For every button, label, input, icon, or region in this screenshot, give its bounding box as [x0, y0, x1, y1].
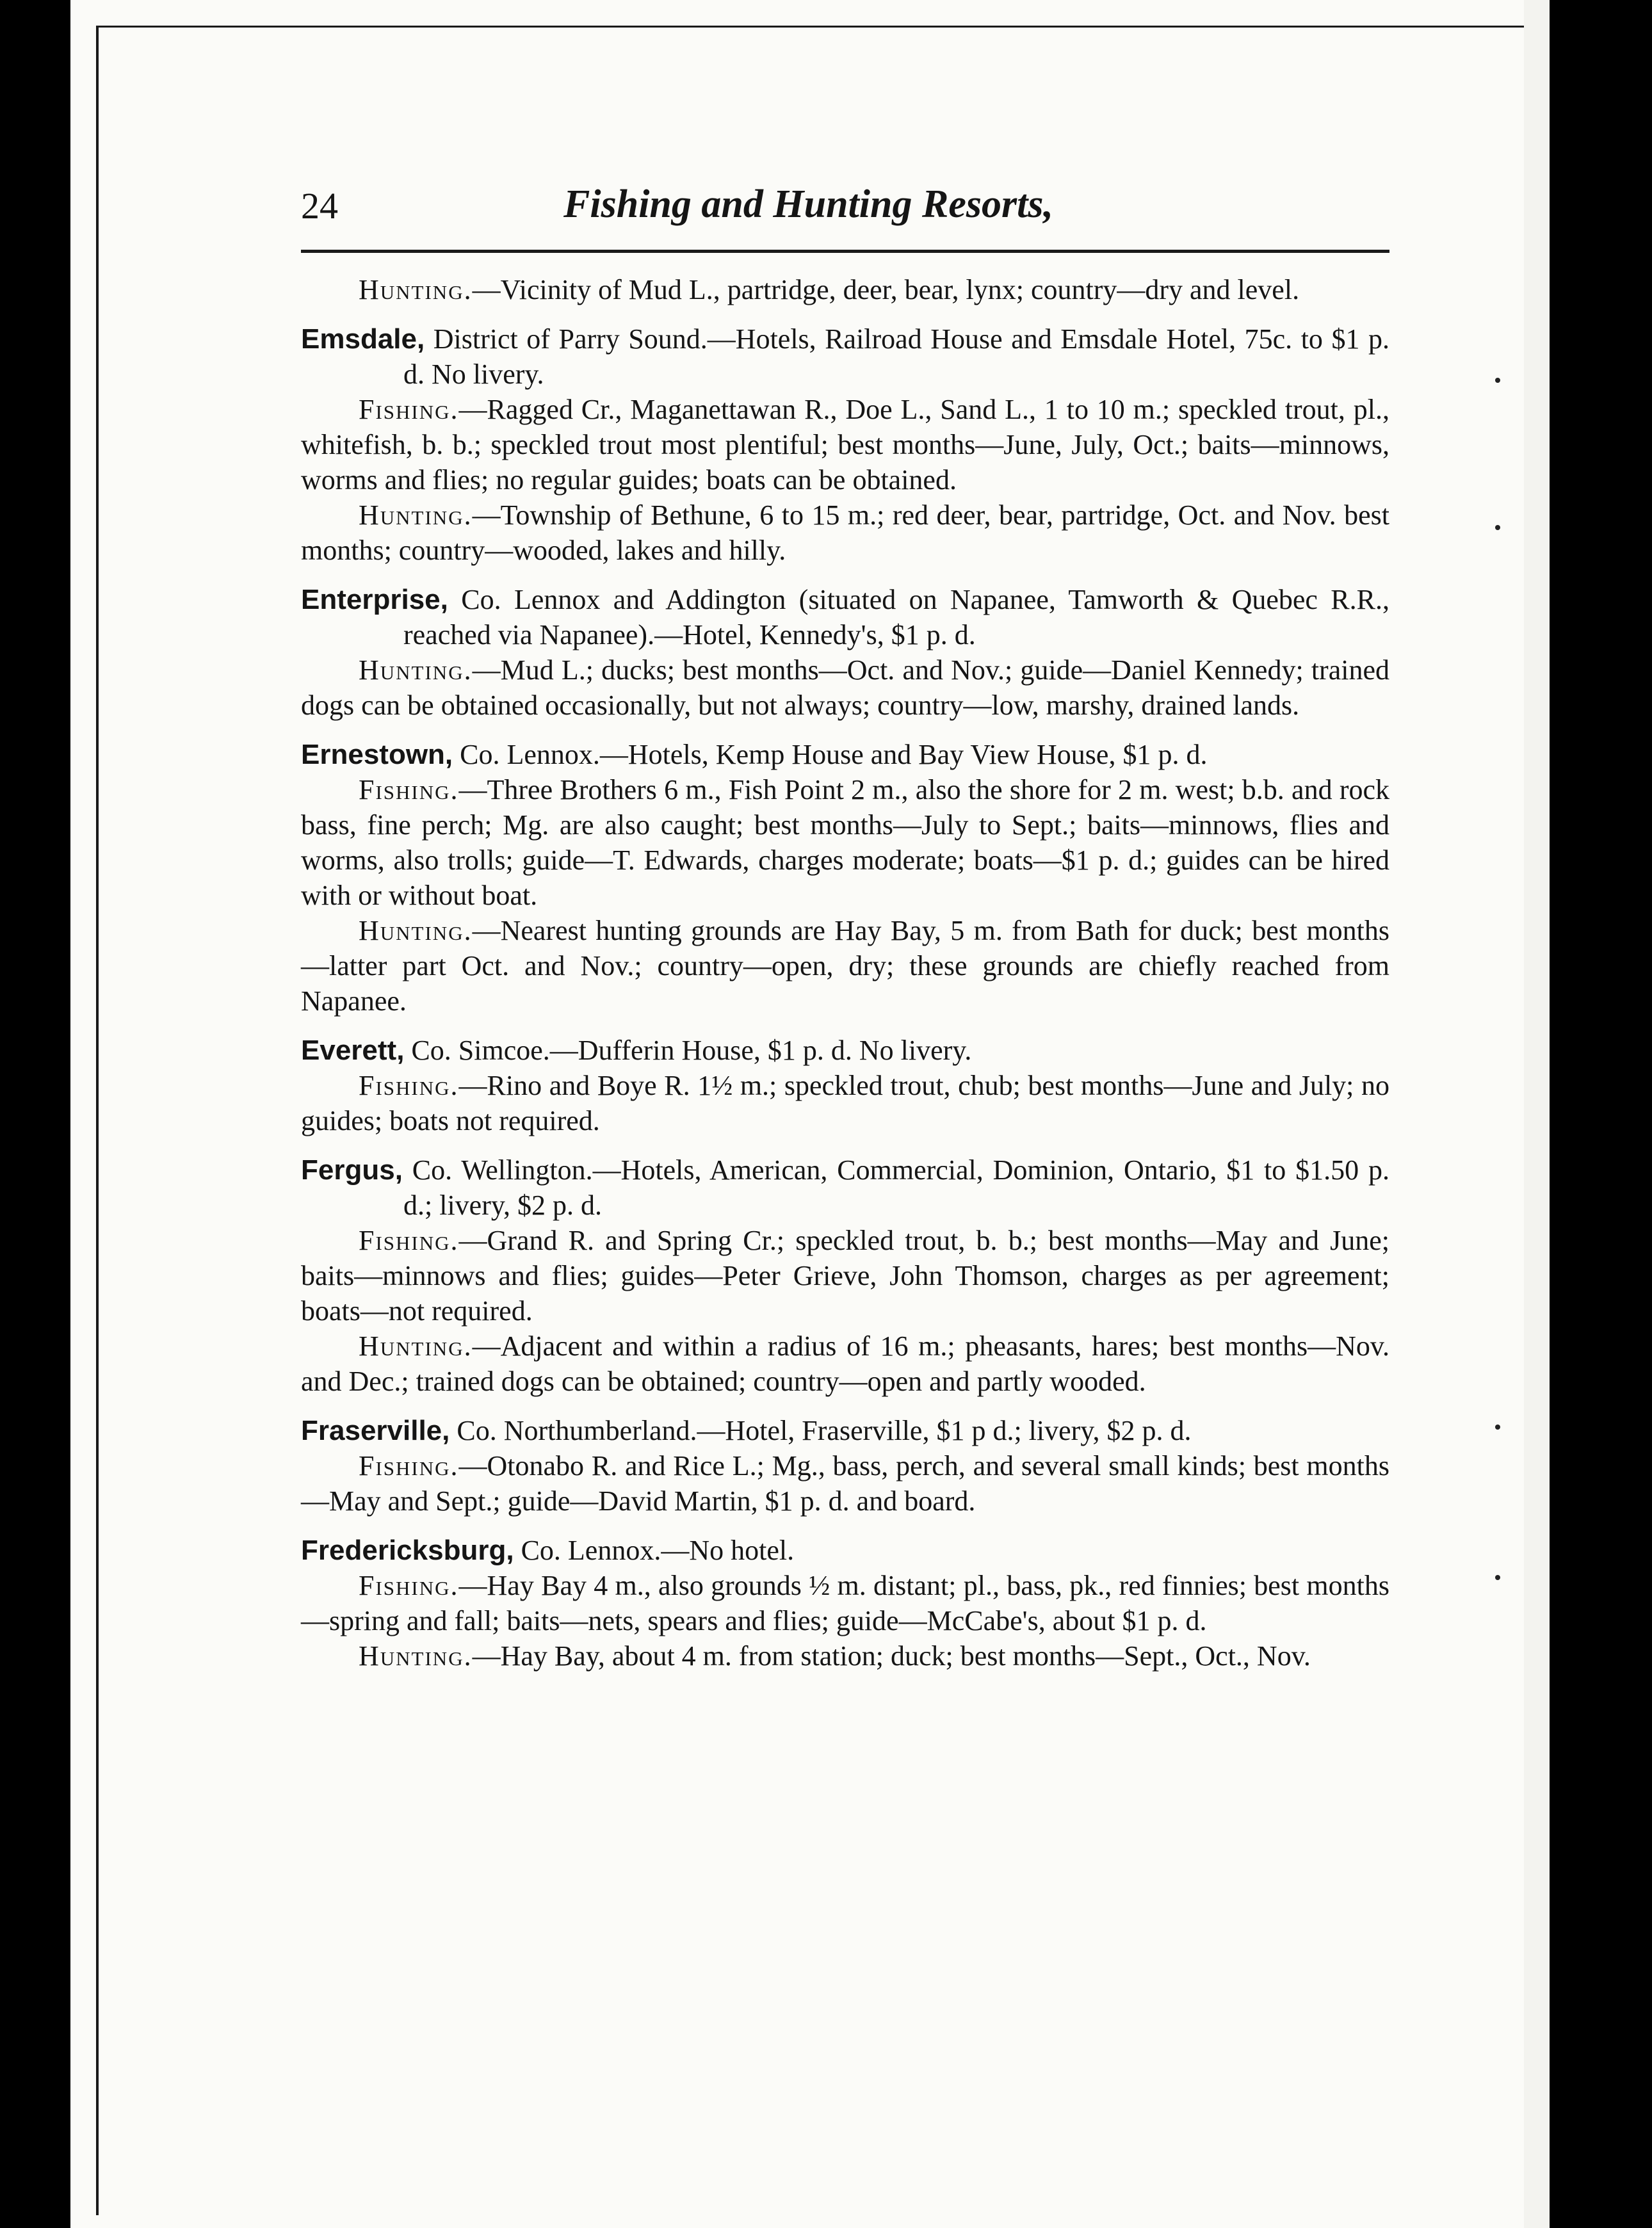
entry-heading-text: Co. Lennox.—Hotels, Kemp House and Bay View House, $1 p. d. — [460, 739, 1208, 770]
section-label: Fishing. — [359, 394, 459, 425]
entry-heading-text: Co. Simcoe.—Dufferin House, $1 p. d. No livery. — [411, 1035, 972, 1066]
place-name: Ernestown, — [301, 739, 453, 770]
page-number: 24 — [301, 185, 338, 227]
entry-paragraph — [301, 1068, 1389, 1138]
place-name: Everett, — [301, 1035, 405, 1066]
paragraph-text: —Hay Bay 4 m., also grounds ½ m. distant; pl., bass, pk., red finnies; best months—spring and fall; baits—nets, spears and flies; guide—McCabe's, about $1 p. d. — [301, 1570, 1389, 1636]
section-label: Fishing. — [359, 774, 459, 805]
entry-paragraph — [301, 1638, 1389, 1674]
entry-heading-text: Co. Lennox.—No hotel. — [521, 1535, 795, 1566]
entry-heading — [301, 1033, 1389, 1068]
entry-ernestown — [301, 737, 1389, 1019]
place-name: Fredericksburg, — [301, 1535, 514, 1566]
entry-continuation — [301, 272, 1389, 307]
entry-paragraph — [301, 652, 1389, 723]
section-label: Hunting. — [359, 915, 473, 946]
margin-mark — [1495, 378, 1500, 383]
frame-top-rule — [96, 26, 1530, 28]
entry-everett — [301, 1033, 1389, 1138]
frame-left-rule — [96, 26, 99, 2215]
section-label: Hunting. — [359, 1330, 473, 1362]
entry-heading — [301, 1413, 1389, 1448]
entry-fraserville — [301, 1413, 1389, 1519]
entry-heading — [301, 737, 1389, 772]
paragraph-text: —Adjacent and within a radius of 16 m.; pheasants, hares; best months—Nov. and Dec.; trained dogs can be obtained; country—open and partly wooded. — [301, 1330, 1389, 1397]
section-label: Fishing. — [359, 1070, 459, 1101]
entry-fredericksburg — [301, 1533, 1389, 1674]
margin-mark — [1495, 525, 1500, 530]
entry-fergus — [301, 1152, 1389, 1399]
section-label: Hunting. — [359, 274, 473, 305]
entry-heading-text: Co. Lennox and Addington (situated on Napanee, Tamworth & Quebec R.R., reached via Napanee).—Hotel, Kennedy's, $1 p. d. — [403, 584, 1389, 650]
entry-paragraph — [301, 272, 1389, 307]
page-header — [301, 173, 1389, 250]
entry-heading-text: District of Parry Sound.—Hotels, Railroad House and Emsdale Hotel, 75c. to $1 p. d. No livery. — [403, 323, 1390, 390]
entry-heading — [301, 1152, 1389, 1223]
entry-heading — [301, 1533, 1389, 1568]
entry-paragraph — [301, 1448, 1389, 1519]
entry-paragraph — [301, 497, 1389, 568]
paragraph-text: —Ragged Cr., Maganettawan R., Doe L., Sand L., 1 to 10 m.; speckled trout, pl., whitefish, b. b.; speckled trout most plentiful; best months—June, July, Oct.; baits—minnows, worms and flies; no regular guides; boats can be obtained. — [301, 394, 1389, 496]
entry-paragraph — [301, 392, 1389, 497]
place-name: Fraserville, — [301, 1415, 450, 1446]
entry-heading — [301, 582, 1389, 652]
facing-page-edge — [1524, 0, 1550, 2228]
margin-mark — [1495, 1425, 1500, 1430]
paragraph-text: —Hay Bay, about 4 m. from station; duck; best months—Sept., Oct., Nov. — [472, 1640, 1311, 1672]
entry-paragraph — [301, 913, 1389, 1019]
entry-paragraph — [301, 772, 1389, 913]
margin-mark — [1495, 1575, 1500, 1580]
running-title: Fishing and Hunting Resorts, — [563, 182, 1053, 226]
place-name: Emsdale, — [301, 323, 425, 355]
paragraph-text: —Otonabo R. and Rice L.; Mg., bass, perch, and several small kinds; best months—May and Sept.; guide—David Martin, $1 p. d. and board. — [301, 1450, 1389, 1517]
paragraph-text: —Three Brothers 6 m., Fish Point 2 m., also the shore for 2 m. west; b.b. and rock bass, fine perch; Mg. are also caught; best months—July to Sept.; baits—minnows, flies and worms, also trolls; guide—T. Edwards, charges moderate; boats—$1 p. d.; guides can be hired with or without boat. — [301, 774, 1389, 911]
entry-emsdale — [301, 321, 1389, 568]
paragraph-text: —Nearest hunting grounds are Hay Bay, 5 m. from Bath for duck; best months—latter part Oct. and Nov.; country—open, dry; these grounds are chiefly reached from Napanee. — [301, 915, 1389, 1017]
section-label: Fishing. — [359, 1450, 459, 1481]
entry-paragraph — [301, 1568, 1389, 1638]
entry-heading-text: Co. Northumberland.—Hotel, Fraserville, $1 p d.; livery, $2 p. d. — [457, 1415, 1192, 1446]
entries-list — [301, 272, 1389, 1674]
section-label: Hunting. — [359, 499, 473, 531]
section-label: Hunting. — [359, 1640, 473, 1672]
entry-enterprise — [301, 582, 1389, 723]
entry-heading — [301, 321, 1389, 392]
paragraph-text: —Vicinity of Mud L., partridge, deer, bear, lynx; country—dry and level. — [472, 274, 1300, 305]
header-rule — [301, 250, 1389, 253]
section-label: Fishing. — [359, 1570, 459, 1601]
entry-paragraph — [301, 1223, 1389, 1328]
paragraph-text: —Township of Bethune, 6 to 15 m.; red deer, bear, partridge, Oct. and Nov. best months; country—wooded, lakes and hilly. — [301, 499, 1389, 566]
section-label: Fishing. — [359, 1225, 459, 1256]
place-name: Enterprise, — [301, 584, 448, 615]
paragraph-text: —Rino and Boye R. 1½ m.; speckled trout, chub; best months—June and July; no guides; boats not required. — [301, 1070, 1389, 1136]
paragraph-text: —Grand R. and Spring Cr.; speckled trout, b. b.; best months—May and June; baits—minnows and flies; guides—Peter Grieve, John Thomson, charges as per agreement; boats—not required. — [301, 1225, 1389, 1327]
section-label: Hunting. — [359, 654, 473, 686]
place-name: Fergus, — [301, 1154, 403, 1186]
paragraph-text: —Mud L.; ducks; best months—Oct. and Nov.; guide—Daniel Kennedy; trained dogs can be obtained occasionally, but not always; country—low, marshy, drained lands. — [301, 654, 1389, 721]
page-content — [301, 173, 1389, 1688]
entry-paragraph — [301, 1328, 1389, 1399]
entry-heading-text: Co. Wellington.—Hotels, American, Commercial, Dominion, Ontario, $1 to $1.50 p. d.; livery, $2 p. d. — [403, 1154, 1390, 1221]
